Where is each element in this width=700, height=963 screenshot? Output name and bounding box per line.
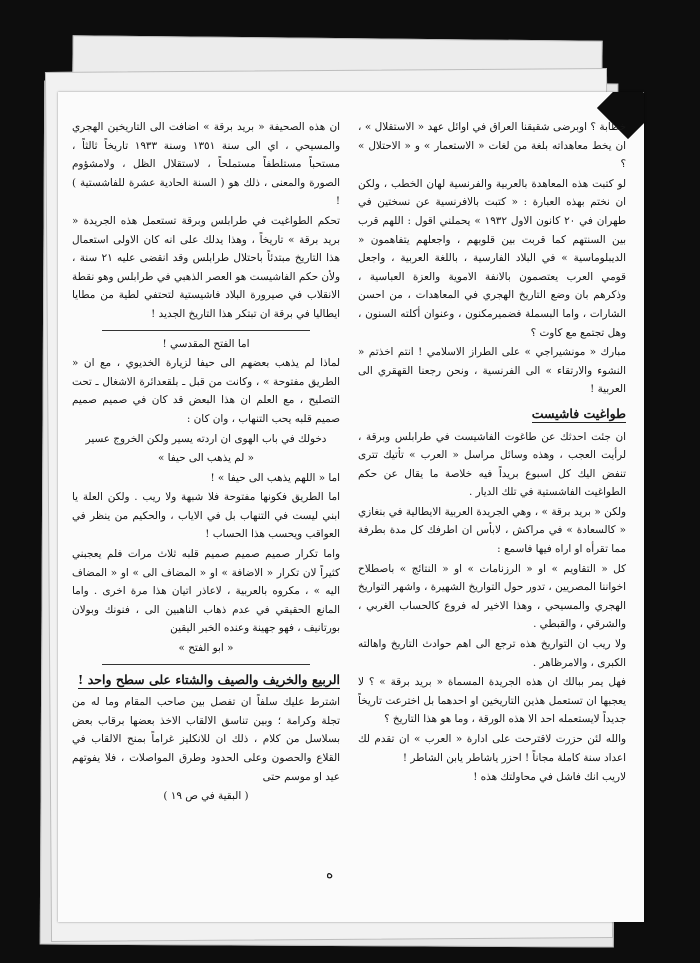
paragraph: مبارك « مونشيراجي » على الطراز الاسلامي ! انتم اخذتم « النشوء والارتقاء » الى الفرنسية ، ونحن رجعنا القهقري الى العربية ! <box>358 346 626 396</box>
divider <box>102 330 310 331</box>
divider <box>102 664 310 665</box>
paragraph: واما تكرار صميم صميم صميم قلبه ثلاث مرات فلم يعجبني كثيراً لان تكرار « الاضافة » او « المضاف الى » او « المضاف اليه » ، مكروه بالعربية ، لاعاذر اتيان هذا مرة اخرى . واما المانع الحقيقي في عدم ذهاب الناهبين الى ، فنونك وبولان بورتانيف ، فهو جهينة وعنده الخبر اليقين <box>72 548 340 635</box>
section-heading-text: الربيع والخريف والصيف والشتاء على سطح واحد ! <box>77 671 340 687</box>
poem-verse: دخولك في باب الهوى ان اردته يسير ولكن الخروج عسير <box>85 432 327 445</box>
signature: « ابو الفتح » <box>178 642 234 655</box>
paragraph: تحكم الطواغيت في طرابلس وبرقة تستعمل هذه الجريدة « بريد برقة » تاريخاً ، وهذا يدلك على انه كان الاولى استعمال هذا التاريخ مبتدئاً باحتلال طرابلس وقد انقضى عليه ٢١ سنة ، ولأن حكم الفاشيست هو العصر الذهبي في طرابلس وهو نقطة الانقلاب في صيرورة البلاد فاشيستية لتحتفي لطية من مطايا ايطاليا في برقة ان تبتكر هذا التاريخ الجديد ! <box>72 214 340 320</box>
quote-line: « لم يذهب الى حيفا » <box>157 452 255 465</box>
paragraph: اما الطريق فكونها مفتوحة فلا شبهة ولا ريب . ولكن العلة يا ابني ليست في التنهاب بل في الاياب ، والحكيم من ينظر في العواقب ويحسب هذا الحساب ! <box>72 491 340 541</box>
paragraph: اشترط عليك سلفاً ان تفصل بين صاحب المقام وما له من تجلة وكرامة ؛ وبين تناسق الالقاب الاخذ بعضها برقاب بعض بسلاسل من كلام ، ذلك ان للانكليز غراماً بمنح الالقاب في القلاع والحصون وعلى الحدود وطرق المواصلات ، فلا يفوتهم عيد او موسم حتى <box>72 696 340 783</box>
paragraph: ولكن « بريد برقة » ، وهي الجريدة العربية الايطالية في بنغازي « كالسعادة » في مراكش ، لابأس ان اطرفك كل مدة بطرفة مما تقرأه او اراه فيها فاسمع : <box>358 505 626 556</box>
subheading: اما الفتح المقدسي ! <box>162 337 250 350</box>
page-mark: ه <box>326 866 334 882</box>
left-column <box>72 118 340 807</box>
document-page <box>58 92 644 922</box>
paragraph: فهل يمر ببالك ان هذه الجريدة المسماة « بريد برقة » ؟ لا يعجبها ان تستعمل هذين التاريخين او احدهما بل اخترعت تاريخاً جديداً لايستعمله احد الا هذه الورقة ، وما هو هذا التاريخ ؟ <box>358 676 626 726</box>
paragraph: ان جئت احدثك عن طاغوت الفاشيست في طرابلس وبرقة ، لرأيت العجب ، وهذه وسائل مراسل « العرب » تأتيك تترى تنفض اليك كل اسبوع بريداً فيه خلاصة ما يقال عن حكم الطواغيت الفاشستية في تلك الديار . <box>358 430 626 499</box>
paragraph: لماذا لم يذهب بعضهم الى حيفا لزيارة الخديوي ، مع ان « الطريق مفتوحة » ، وكانت من قبل ـ بلقعدائرة الاشغال ـ تحت التصليح ، مع العلم ان هذا البعض قد كان في صميم صميم صميم قلبه يحب التنهاب ، وان كان : <box>72 357 340 425</box>
paragraph: ان هذه الصحيفة « بريد برقة » اضافت الى التاريخين الهجري والمسيحي ، اي الى سنة ١٣٥١ وسنة ١٩٣٣ تاريخاً ثالثاً ، مستحباً مستلطفاً مستملحاً ، لاستقلال الظل ، ولامشؤوم الصورة والمعنى ، ذلك هو ( السنة الحادية عشرة للفاشستية ) ! <box>72 121 340 208</box>
section-heading <box>72 671 340 690</box>
continued-note: ( البقية في ص ١٩ ) <box>163 790 249 803</box>
paragraph: والله لئن حزرت لاقترحت على ادارة « العرب » ان تقدم لك اعداد سنة كاملة مجاناً ! احزر ياشاطر يابن الشاطر ! <box>358 733 626 764</box>
section-heading <box>358 405 626 424</box>
paragraph: لو كتبت هذه المعاهدة بالعربية والفرنسية لهان الخطب ، ولكن ان نختم بهذه العبارة : « كتبت بالافرنسية عن نسختين في طهران في ٢٠ كانون الاول ١٩٣٢ » يحملني اقول : اللهم قرب بين السنتهم كما قربت بين قلوبهم ، واجعلهم يتفاهمون « الديبلوماسية » في البلاد الفارسية ، باللغة العربية ، واجعل قومي العرب يعتصمون بالانفة الاموية والعزة العباسية ، وذكرهم بان وضع التاريخ الهجري في المعاهدات ، من احسن الشارات ، واما البسملة فضميرمكنون ، وعنوان أكلته السنون ، وهل تجتمع مع كاوت ؟ <box>358 177 627 339</box>
right-column <box>358 118 626 788</box>
paragraph: لاريب انك فاشل في محاولتك هذه ! <box>473 771 626 784</box>
section-heading-text: طواغيت فاشيست <box>531 405 626 421</box>
paragraph: خطابة ؟ اوبرضى شقيقنا العراق في اوائل عهد « الاستقلال » ، ان يخط معاهداته بلغة من لغات « الاستعمار » و « الاحتلال » ؟ <box>358 121 626 171</box>
paragraph: اما « اللهم يذهب الى حيفا » ! <box>210 471 340 484</box>
paragraph: كل « التقاويم » او « الرزنامات » او « النتائج » باصطلاح اخواننا المصريين ، تدور حول التواريخ الشهيرة ، واشهر التواريخ الهجري والمسيحي ، وهذا الاخير له فروع كالحساب الغربي ، والشرقي ، والقبطي . <box>358 562 626 631</box>
paragraph: ولا ريب ان التواريخ هذه ترجع الى اهم حوادث التاريخ واهالته الكبرى ، والامرظاهر . <box>358 638 626 669</box>
